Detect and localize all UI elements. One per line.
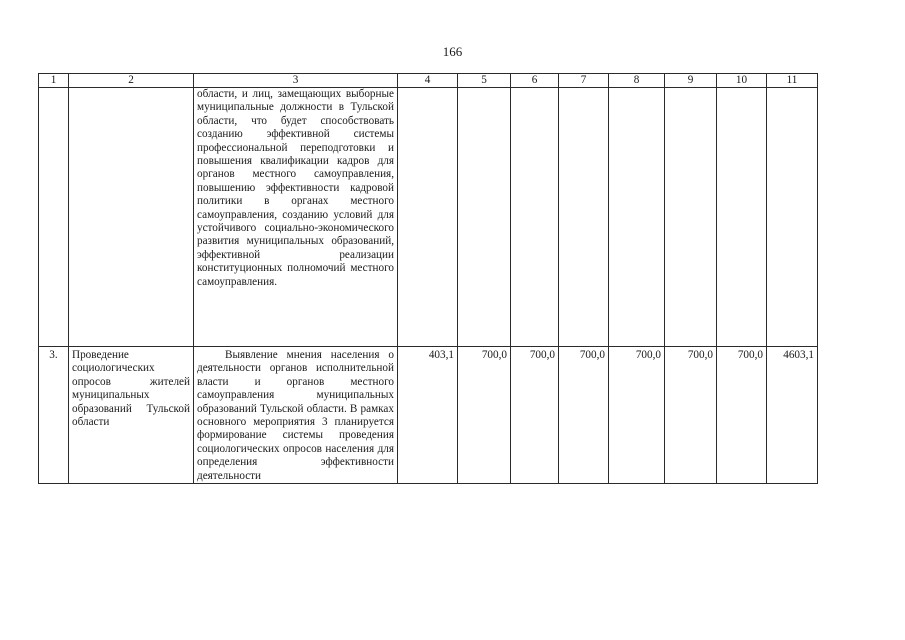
value-cell: 700,0 — [559, 347, 609, 484]
value-cell: 700,0 — [458, 347, 511, 484]
column-header: 5 — [458, 74, 511, 88]
value-cell: 403,1 — [398, 347, 458, 484]
activity-name — [69, 88, 194, 347]
table-row — [39, 347, 818, 484]
value-cell — [767, 88, 818, 347]
value-cell: 700,0 — [717, 347, 767, 484]
column-header: 7 — [559, 74, 609, 88]
column-header: 2 — [69, 74, 194, 88]
value-cell: 700,0 — [511, 347, 559, 484]
value-cell — [717, 88, 767, 347]
value-cell — [511, 88, 559, 347]
value-cell — [458, 88, 511, 347]
value-cell — [398, 88, 458, 347]
row-index: 3. — [39, 347, 69, 484]
value-cell — [665, 88, 717, 347]
column-header: 6 — [511, 74, 559, 88]
column-header: 3 — [194, 74, 398, 88]
value-cell: 4603,1 — [767, 347, 818, 484]
table-row — [39, 88, 818, 347]
activity-name: Проведение социологических опросов жителей муниципальных образований Тульской области — [69, 347, 194, 484]
column-header: 10 — [717, 74, 767, 88]
column-header: 9 — [665, 74, 717, 88]
page-number: 166 — [442, 44, 463, 59]
column-header: 8 — [609, 74, 665, 88]
value-cell — [609, 88, 665, 347]
activity-description-text: Выявление мнения населения о деятельности органов исполнительной власти и органов местного самоуправления муниципальных образований Тульской области. В рамках основного мероприятия 3 планируется формирование системы проведения социологических опросов населения для определения эффективности деятельности — [197, 349, 394, 482]
budget-table — [38, 73, 818, 484]
activity-description — [194, 347, 398, 484]
column-header: 1 — [39, 74, 69, 88]
column-header: 4 — [398, 74, 458, 88]
value-cell: 700,0 — [665, 347, 717, 484]
column-header: 11 — [767, 74, 818, 88]
value-cell — [559, 88, 609, 347]
activity-description: области, и лиц, замещающих выборные муниципальные должности в Тульской области, что будет способствовать созданию эффективной системы профессиональной переподготовки и повышения квалификации кадров для органов местного самоуправления, повышению эффективности кадровой политики в органах местного самоуправления, созданию условий для устойчивого социально-экономического развития муниципальных образований, эффективной реализации конституционных полномочий местного самоуправления. — [194, 88, 398, 347]
row-index — [39, 88, 69, 347]
table-header-row — [39, 74, 818, 88]
value-cell: 700,0 — [609, 347, 665, 484]
